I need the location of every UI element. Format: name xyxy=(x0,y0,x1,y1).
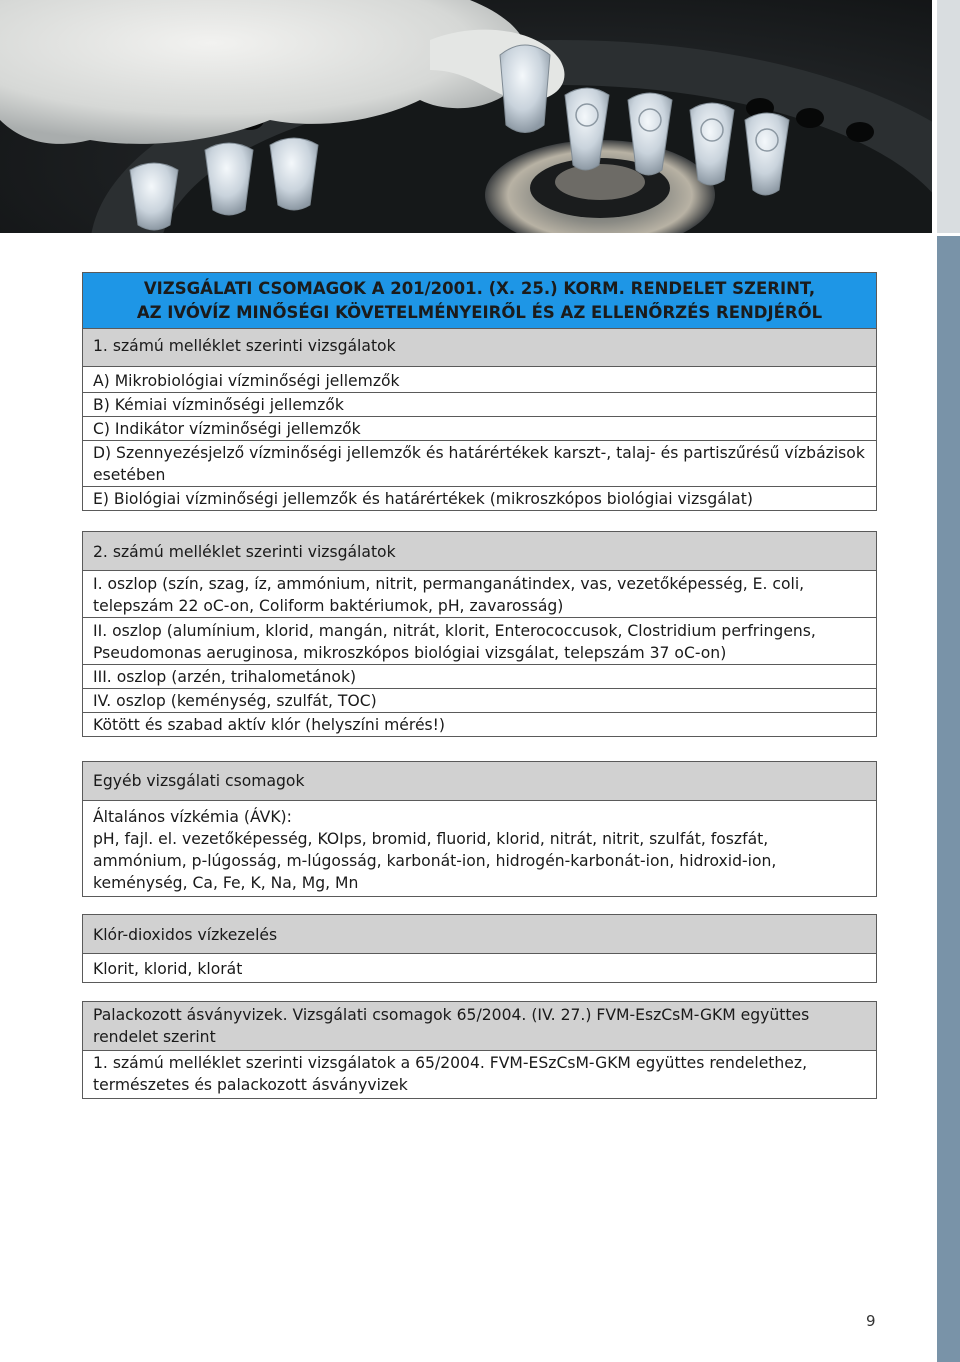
table-row: C) Indikátor vízminőségi jellemzők xyxy=(83,416,876,440)
table-row: D) Szennyezésjelző vízminőségi jellemzők és határértékek karszt-, talaj- és partiszűrésű vízbázisok esetében xyxy=(83,440,876,486)
table-row: II. oszlop (alumínium, klorid, mangán, nitrát, klorit, Enterococcusok, Clostridium perfringens, Pseudomonas aeruginosa, mikroszkópos biológiai vizsgálat, telepszám 37 oC-on) xyxy=(83,617,876,664)
table-header: Palackozott ásványvizek. Vizsgálati csomagok 65/2004. (IV. 27.) FVM-EszCsM-GKM együttes rendelet szerint xyxy=(83,1002,876,1050)
table-row: Klorit, klorid, klorát xyxy=(83,953,876,982)
table-header: 1. számú melléklet szerinti vizsgálatok xyxy=(83,328,876,366)
table-bottled-water xyxy=(82,1001,877,1099)
table-header: Klór-dioxidos vízkezelés xyxy=(83,915,876,953)
title-line-2: AZ IVÓVÍZ MINŐSÉGI KÖVETELMÉNYEIRŐL ÉS AZ ELLENŐRZÉS RENDJÉRŐL xyxy=(136,303,823,322)
table-row: A) Mikrobiológiai vízminőségi jellemzők xyxy=(83,366,876,392)
title-bar xyxy=(83,273,876,328)
table-row: B) Kémiai vízminőségi jellemzők xyxy=(83,392,876,416)
side-bar-top xyxy=(937,0,960,233)
table-header: 2. számú melléklet szerinti vizsgálatok xyxy=(83,532,876,570)
avk-title: Általános vízkémia (ÁVK): xyxy=(93,808,292,826)
avk-list: pH, fajl. el. vezetőképesség, KOIps, bromid, fluorid, klorid, nitrát, nitrit, szulfát, foszfát, ammónium, p-lúgosság, m-lúgosság, karbonát-ion, hidrogén-karbonát-ion, hidroxid-ion, keménység, Ca, Fe, K, Na, Mg, Mn xyxy=(93,830,777,892)
main-table xyxy=(82,272,877,511)
table-other-packages xyxy=(82,761,877,897)
header-photo xyxy=(0,0,932,233)
table-row: III. oszlop (arzén, trihalometánok) xyxy=(83,664,876,688)
table-chlorine-dioxide xyxy=(82,914,877,983)
table-row: E) Biológiai vízminőségi jellemzők és határértékek (mikroszkópos biológiai vizsgálat) xyxy=(83,486,876,510)
table-row: I. oszlop (szín, szag, íz, ammónium, nitrit, permanganátindex, vas, vezetőképesség, E. coli, telepszám 22 oC-on, Coliform baktériumok, pH, zavarosság) xyxy=(83,570,876,617)
table-header: Egyéb vizsgálati csomagok xyxy=(83,762,876,800)
table-annex-2 xyxy=(82,531,877,737)
table-row: Kötött és szabad aktív klór (helyszíni mérés!) xyxy=(83,712,876,736)
page-number: 9 xyxy=(866,1312,876,1330)
title-line-1: VIZSGÁLATI CSOMAGOK A 201/2001. (X. 25.) KORM. RENDELET SZERINT, xyxy=(143,279,816,298)
table-row xyxy=(83,800,876,896)
table-row: 1. számú melléklet szerinti vizsgálatok a 65/2004. FVM-ESzCsM-GKM együttes rendelethez, természetes és palackozott ásványvizek xyxy=(83,1050,876,1098)
table-row: IV. oszlop (keménység, szulfát, TOC) xyxy=(83,688,876,712)
side-bar xyxy=(937,236,960,1362)
